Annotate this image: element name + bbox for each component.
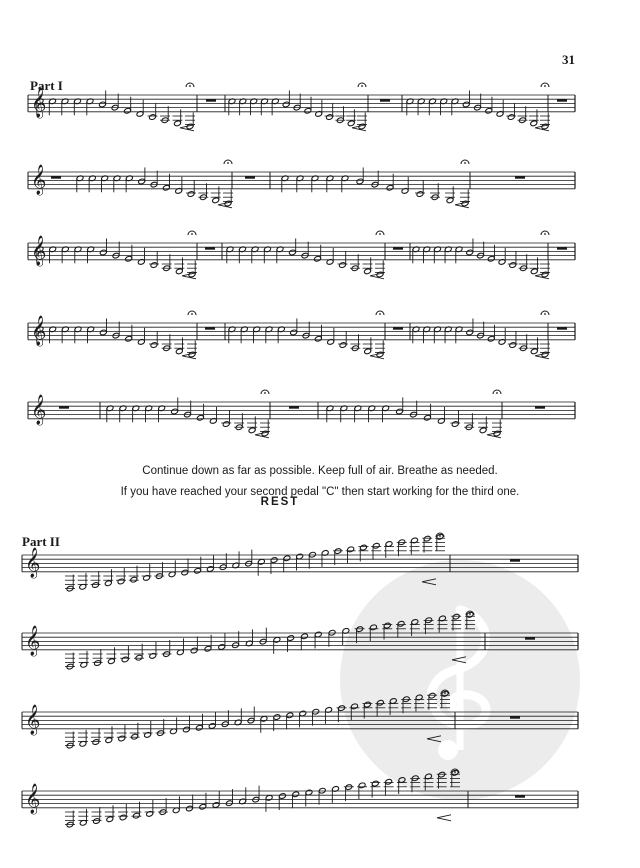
note-head xyxy=(347,120,355,127)
note-head xyxy=(105,737,113,744)
whole-rest xyxy=(557,327,567,330)
note-head xyxy=(289,249,297,256)
note-head xyxy=(232,642,240,649)
note-head xyxy=(304,107,312,114)
crescendo-hairpin xyxy=(437,815,451,821)
note-head xyxy=(175,268,183,275)
note-head xyxy=(287,635,295,642)
fermata-dot xyxy=(454,771,456,773)
page-number: 31 xyxy=(562,52,575,67)
crescendo-hairpin xyxy=(422,579,436,585)
note-head xyxy=(509,262,517,269)
note-head xyxy=(282,101,290,108)
whole-rest xyxy=(59,406,69,409)
note-head xyxy=(273,714,281,721)
note-head xyxy=(225,800,233,807)
note-head xyxy=(385,778,393,785)
note-head xyxy=(487,335,495,342)
note-head xyxy=(121,656,129,663)
note-head xyxy=(364,348,372,355)
note-head xyxy=(451,421,459,428)
note-head xyxy=(119,814,127,821)
note-head xyxy=(94,660,102,667)
staff-system xyxy=(28,315,575,347)
note-head xyxy=(339,262,347,269)
note-head xyxy=(150,262,158,269)
rest-label: REST xyxy=(260,496,300,508)
note-head xyxy=(248,427,256,434)
note-head xyxy=(206,566,214,573)
note-head xyxy=(485,107,493,114)
fermata-dot xyxy=(544,233,546,235)
staff-system xyxy=(28,87,575,119)
staff-system xyxy=(28,394,575,426)
treble-clef-icon: 𝄞 xyxy=(25,705,41,735)
note-head xyxy=(479,427,487,434)
note-head xyxy=(286,712,294,719)
note-head xyxy=(144,732,152,739)
note-head xyxy=(212,802,220,809)
staff-system xyxy=(22,547,578,579)
treble-clef-icon: 𝄞 xyxy=(25,626,41,656)
note-head xyxy=(131,733,139,740)
note-head xyxy=(314,631,322,638)
whole-rest xyxy=(510,559,520,562)
note-head xyxy=(428,692,436,699)
note-head xyxy=(135,654,143,661)
fermata-dot xyxy=(264,392,266,394)
note-head xyxy=(372,542,380,549)
note-head xyxy=(106,816,114,823)
whole-rest xyxy=(557,247,567,250)
note-head xyxy=(270,557,278,564)
note-head xyxy=(150,342,158,349)
whole-rest xyxy=(393,327,403,330)
fermata-dot xyxy=(379,313,381,315)
note-head xyxy=(190,647,198,654)
whole-rest xyxy=(535,406,545,409)
note-head xyxy=(339,342,347,349)
note-head xyxy=(364,701,372,708)
whole-rest xyxy=(205,327,215,330)
note-head xyxy=(351,703,359,710)
whole-rest xyxy=(205,247,215,250)
fermata-dot xyxy=(496,392,498,394)
note-head xyxy=(138,178,146,185)
note-head xyxy=(397,620,405,627)
note-head xyxy=(383,622,391,629)
note-head xyxy=(416,191,424,198)
note-head xyxy=(107,658,115,665)
note-head xyxy=(299,710,307,717)
note-head xyxy=(182,726,190,733)
note-head xyxy=(507,114,515,121)
fermata-dot xyxy=(361,85,363,87)
note-head xyxy=(376,699,384,706)
note-head xyxy=(199,803,207,810)
treble-clef-icon: 𝄞 xyxy=(31,165,47,195)
fermata-dot xyxy=(227,162,229,164)
whole-rest xyxy=(510,716,520,719)
note-head xyxy=(279,793,287,800)
fermata-dot xyxy=(464,162,466,164)
note-head xyxy=(326,114,334,121)
note-head xyxy=(364,268,372,275)
treble-clef-icon: 𝄞 xyxy=(25,784,41,814)
note-head xyxy=(314,335,322,342)
note-head xyxy=(487,255,495,262)
note-head xyxy=(462,101,470,108)
note-head xyxy=(92,582,100,589)
whole-rest xyxy=(515,176,525,179)
note-head xyxy=(197,414,205,421)
note-head xyxy=(117,578,125,585)
note-head xyxy=(92,739,100,746)
instruction-line-1: Continue down as far as possible. Keep full of air. Breathe as needed. xyxy=(142,465,498,477)
note-head xyxy=(530,348,538,355)
part-2-label: Part II xyxy=(22,534,60,549)
whole-rest xyxy=(245,176,255,179)
note-head xyxy=(424,414,432,421)
note-head xyxy=(370,624,378,631)
staff-system xyxy=(28,235,575,267)
note-head xyxy=(149,653,157,660)
note-head xyxy=(194,567,202,574)
whole-rest xyxy=(51,176,61,179)
note-head xyxy=(186,805,194,812)
note-head xyxy=(132,812,140,819)
fermata-dot xyxy=(469,613,471,615)
instruction-line-2: If you have reached your second pedal "C" then start working for the third one. xyxy=(120,486,520,498)
note-head xyxy=(99,101,107,108)
note-head xyxy=(530,120,538,127)
note-head xyxy=(149,114,157,121)
note-head xyxy=(314,255,322,262)
fermata-dot xyxy=(191,233,193,235)
note-head xyxy=(146,811,154,818)
note-head xyxy=(218,644,226,651)
note-head xyxy=(187,191,195,198)
whole-rest xyxy=(380,99,390,102)
note-head xyxy=(125,335,133,342)
note-head xyxy=(204,645,212,652)
note-head xyxy=(509,342,517,349)
staff-system xyxy=(22,625,578,657)
note-head xyxy=(301,633,309,640)
whole-rest xyxy=(515,795,525,798)
treble-clef-icon: 𝄞 xyxy=(31,316,47,346)
note-head xyxy=(283,555,291,562)
note-head xyxy=(347,546,355,553)
note-head xyxy=(221,721,229,728)
whole-rest xyxy=(206,99,216,102)
note-head xyxy=(99,249,107,256)
note-head xyxy=(212,197,220,204)
whole-rest xyxy=(557,99,567,102)
note-head xyxy=(438,771,446,778)
note-head xyxy=(358,782,366,789)
crescendo-hairpin xyxy=(427,736,441,742)
note-head xyxy=(104,580,112,587)
note-head xyxy=(296,553,304,560)
treble-clef-icon: 𝄞 xyxy=(31,395,47,425)
note-head xyxy=(356,178,364,185)
treble-clef-icon: 𝄞 xyxy=(31,236,47,266)
fermata-dot xyxy=(444,692,446,694)
note-head xyxy=(181,569,189,576)
note-head xyxy=(118,735,126,742)
treble-clef-icon: 𝄞 xyxy=(25,548,41,578)
note-head xyxy=(208,723,216,730)
note-head xyxy=(99,329,107,336)
note-head xyxy=(446,197,454,204)
note-head xyxy=(305,789,313,796)
fermata-dot xyxy=(191,313,193,315)
note-head xyxy=(175,348,183,355)
note-head xyxy=(466,249,474,256)
whole-rest xyxy=(525,637,535,640)
note-head xyxy=(130,576,138,583)
fermata-dot xyxy=(189,85,191,87)
fermata-dot xyxy=(544,85,546,87)
note-head xyxy=(143,575,151,582)
staff-system xyxy=(22,783,578,815)
note-head xyxy=(174,120,182,127)
note-head xyxy=(360,544,368,551)
part-1-label: Part I xyxy=(30,78,63,93)
note-head xyxy=(396,408,404,415)
fermata-dot xyxy=(439,535,441,537)
note-head xyxy=(386,184,394,191)
note-head xyxy=(93,818,101,825)
note-head xyxy=(195,724,203,731)
staves xyxy=(22,87,578,815)
whole-rest xyxy=(289,406,299,409)
fermata-dot xyxy=(379,233,381,235)
fermata-dot xyxy=(544,313,546,315)
note-head xyxy=(466,329,474,336)
note-head xyxy=(292,791,300,798)
note-head xyxy=(124,107,132,114)
note-head xyxy=(290,329,298,336)
crescendo-hairpin xyxy=(452,657,466,663)
note-head xyxy=(219,564,227,571)
note-head xyxy=(171,408,179,415)
note-head xyxy=(162,184,170,191)
note-head xyxy=(530,268,538,275)
note-head xyxy=(371,780,379,787)
note-head xyxy=(222,421,230,428)
note-head xyxy=(125,255,133,262)
note-head xyxy=(423,535,431,542)
whole-rest xyxy=(393,247,403,250)
treble-clef-icon: 𝄞 xyxy=(31,88,47,118)
note-head xyxy=(452,613,460,620)
